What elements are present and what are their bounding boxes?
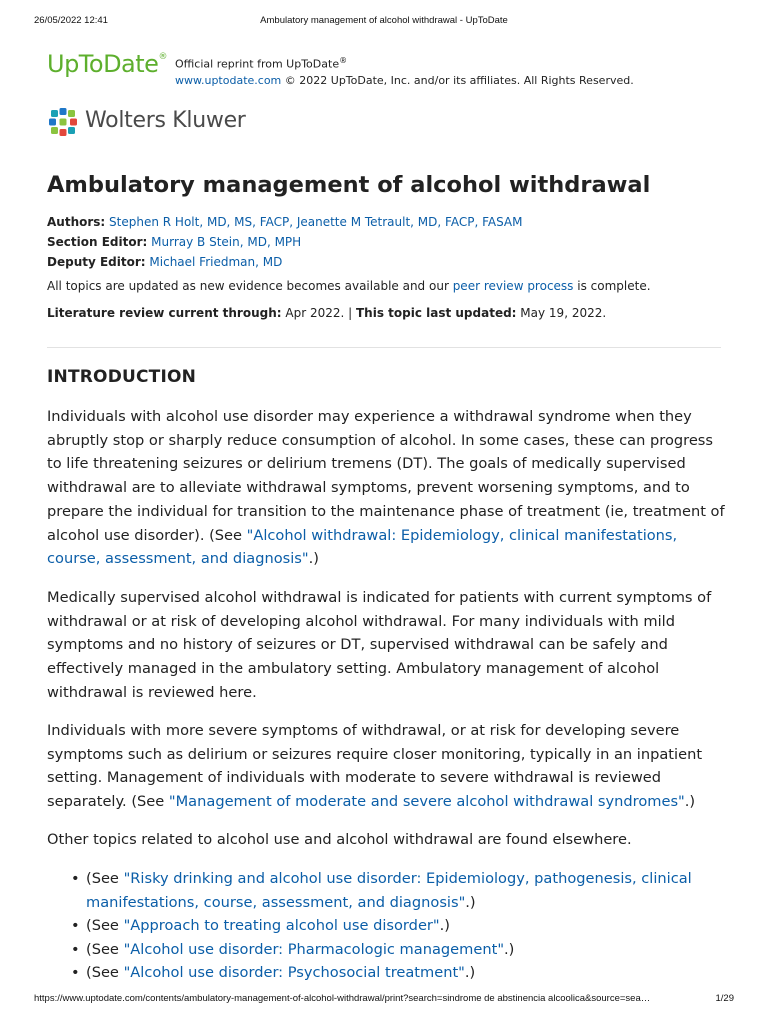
paragraph-text: Individuals with more severe symptoms of withdrawal, or at risk for developing severe symptoms such as delirium or seizures require closer monitoring, typically in an inpatient setting. Management of individuals with moderate to severe withdrawal is reviewed separately. (See: [47, 722, 703, 811]
related-topic-link[interactable]: "Risky drinking and alcohol use disorder: Epidemiology, pathogenesis, clinical manifestations, course, assessment, and diagnosis": [86, 870, 692, 911]
list-item-suffix: .): [465, 893, 476, 911]
alcohol-withdrawal-topic-link[interactable]: "Alcohol withdrawal: Epidemiology, clinical manifestations, course, assessment, and diagnosis": [47, 526, 678, 568]
list-item: [47, 867, 737, 914]
section-editor-row: [47, 232, 522, 252]
list-item-suffix: .): [504, 940, 515, 958]
last-updated-label: This topic last updated:: [355, 306, 517, 320]
update-note-end: is complete.: [573, 279, 651, 293]
intro-paragraph-4: [47, 828, 727, 852]
authors-link[interactable]: Stephen R Holt, MD, MS, FACP, Jeanette M Tetrault, MD, FACP, FASAM: [109, 215, 523, 229]
reprint-line: [175, 53, 695, 73]
list-item: [47, 961, 737, 985]
print-document-title: Ambulatory management of alcohol withdrawal - UpToDate: [260, 15, 508, 26]
reprint-text: Official reprint from UpToDate: [175, 57, 340, 71]
moderate-severe-withdrawal-link[interactable]: "Management of moderate and severe alcohol withdrawal syndromes": [168, 793, 685, 811]
paragraph-text: Medically supervised alcohol withdrawal is indicated for patients with current symptoms of withdrawal or at risk of developing alcohol withdrawal. For many individuals with mild symptoms and no history of seizures or DT, supervised withdrawal can be safely and effectively managed in the ambulatory setting. Ambulatory management of alcohol withdrawal is reviewed here.: [47, 589, 712, 701]
copyright-line: [175, 73, 695, 89]
intro-paragraph-1: [47, 405, 727, 571]
article-meta: [47, 212, 522, 272]
list-item-prefix: (See: [86, 870, 124, 887]
divider: [47, 347, 721, 348]
related-topics-list: [47, 867, 737, 985]
uptodate-site-link[interactable]: www.uptodate.com: [175, 73, 282, 87]
paragraph-text: Other topics related to alcohol use and alcohol withdrawal are found elsewhere.: [47, 831, 632, 848]
section-editor-link[interactable]: Murray B Stein, MD, MPH: [151, 235, 302, 249]
deputy-editor-label: Deputy Editor:: [47, 255, 146, 269]
introduction-heading: INTRODUCTION: [47, 367, 197, 387]
update-note: [47, 279, 651, 293]
reprint-notice: [175, 53, 695, 89]
list-item-prefix: (See: [86, 964, 124, 981]
review-dates: [47, 306, 606, 320]
lit-review-label: Literature review current through:: [47, 306, 282, 320]
uptodate-logo-text: UpToDate: [47, 50, 159, 78]
bullet: •: [71, 870, 80, 887]
intro-paragraph-3: [47, 719, 727, 814]
print-url: https://www.uptodate.com/contents/ambulatory-management-of-alcohol-withdrawal/print?search=sindrome de abstinencia alcoolica&source=sea…: [34, 993, 651, 1004]
article-title: Ambulatory management of alcohol withdrawal: [47, 172, 651, 198]
registered-mark: ®: [158, 52, 167, 62]
bullet: •: [71, 940, 80, 958]
bullet: •: [71, 917, 80, 934]
intro-paragraph-2: [47, 586, 727, 705]
copyright-text: © 2022 UpToDate, Inc. and/or its affiliates. All Rights Reserved.: [281, 73, 634, 87]
related-topic-link[interactable]: "Approach to treating alcohol use disorder": [123, 917, 440, 934]
reprint-registered-mark: ®: [339, 56, 348, 65]
last-updated-date: May 19, 2022.: [516, 306, 607, 320]
deputy-editor-row: [47, 252, 522, 272]
print-date: 26/05/2022 12:41: [34, 15, 108, 26]
list-item: [47, 938, 737, 962]
list-item-prefix: (See: [86, 940, 124, 958]
list-item-prefix: (See: [86, 917, 124, 934]
update-note-text: All topics are updated as new evidence becomes available and our: [47, 279, 453, 293]
section-editor-label: Section Editor:: [47, 235, 148, 249]
authors-label: Authors:: [47, 215, 106, 229]
authors-row: [47, 212, 522, 232]
list-item-suffix: .): [439, 917, 450, 934]
related-topic-link[interactable]: "Alcohol use disorder: Pharmacologic management": [123, 940, 505, 958]
wolters-kluwer-name: Wolters Kluwer: [85, 108, 246, 133]
paragraph-text: Individuals with alcohol use disorder may experience a withdrawal syndrome when they abruptly stop or sharply reduce consumption of alcohol. In some cases, these can progress to life threatening seizures or delirium tremens (DT). The goals of medically supervised withdrawal are to alleviate withdrawal symptoms, prevent worsening symptoms, and to prepare the individual for transition to the maintenance phase of treatment (ie, treatment of alcohol use disorder). (See: [47, 408, 725, 544]
list-item: [47, 914, 737, 938]
deputy-editor-link[interactable]: Michael Friedman, MD: [149, 255, 283, 269]
list-item-suffix: .): [464, 964, 476, 981]
lit-review-date: Apr 2022. |: [281, 306, 356, 320]
peer-review-link[interactable]: peer review process: [452, 279, 574, 293]
wolters-kluwer-globe-icon: [47, 106, 79, 138]
bullet: •: [71, 964, 80, 981]
uptodate-logo[interactable]: [47, 50, 167, 78]
related-topic-link[interactable]: "Alcohol use disorder: Psychosocial treatment": [123, 964, 465, 981]
paragraph-end: .): [684, 793, 696, 811]
paragraph-end: .): [308, 550, 319, 568]
page-number: 1/29: [715, 993, 734, 1004]
